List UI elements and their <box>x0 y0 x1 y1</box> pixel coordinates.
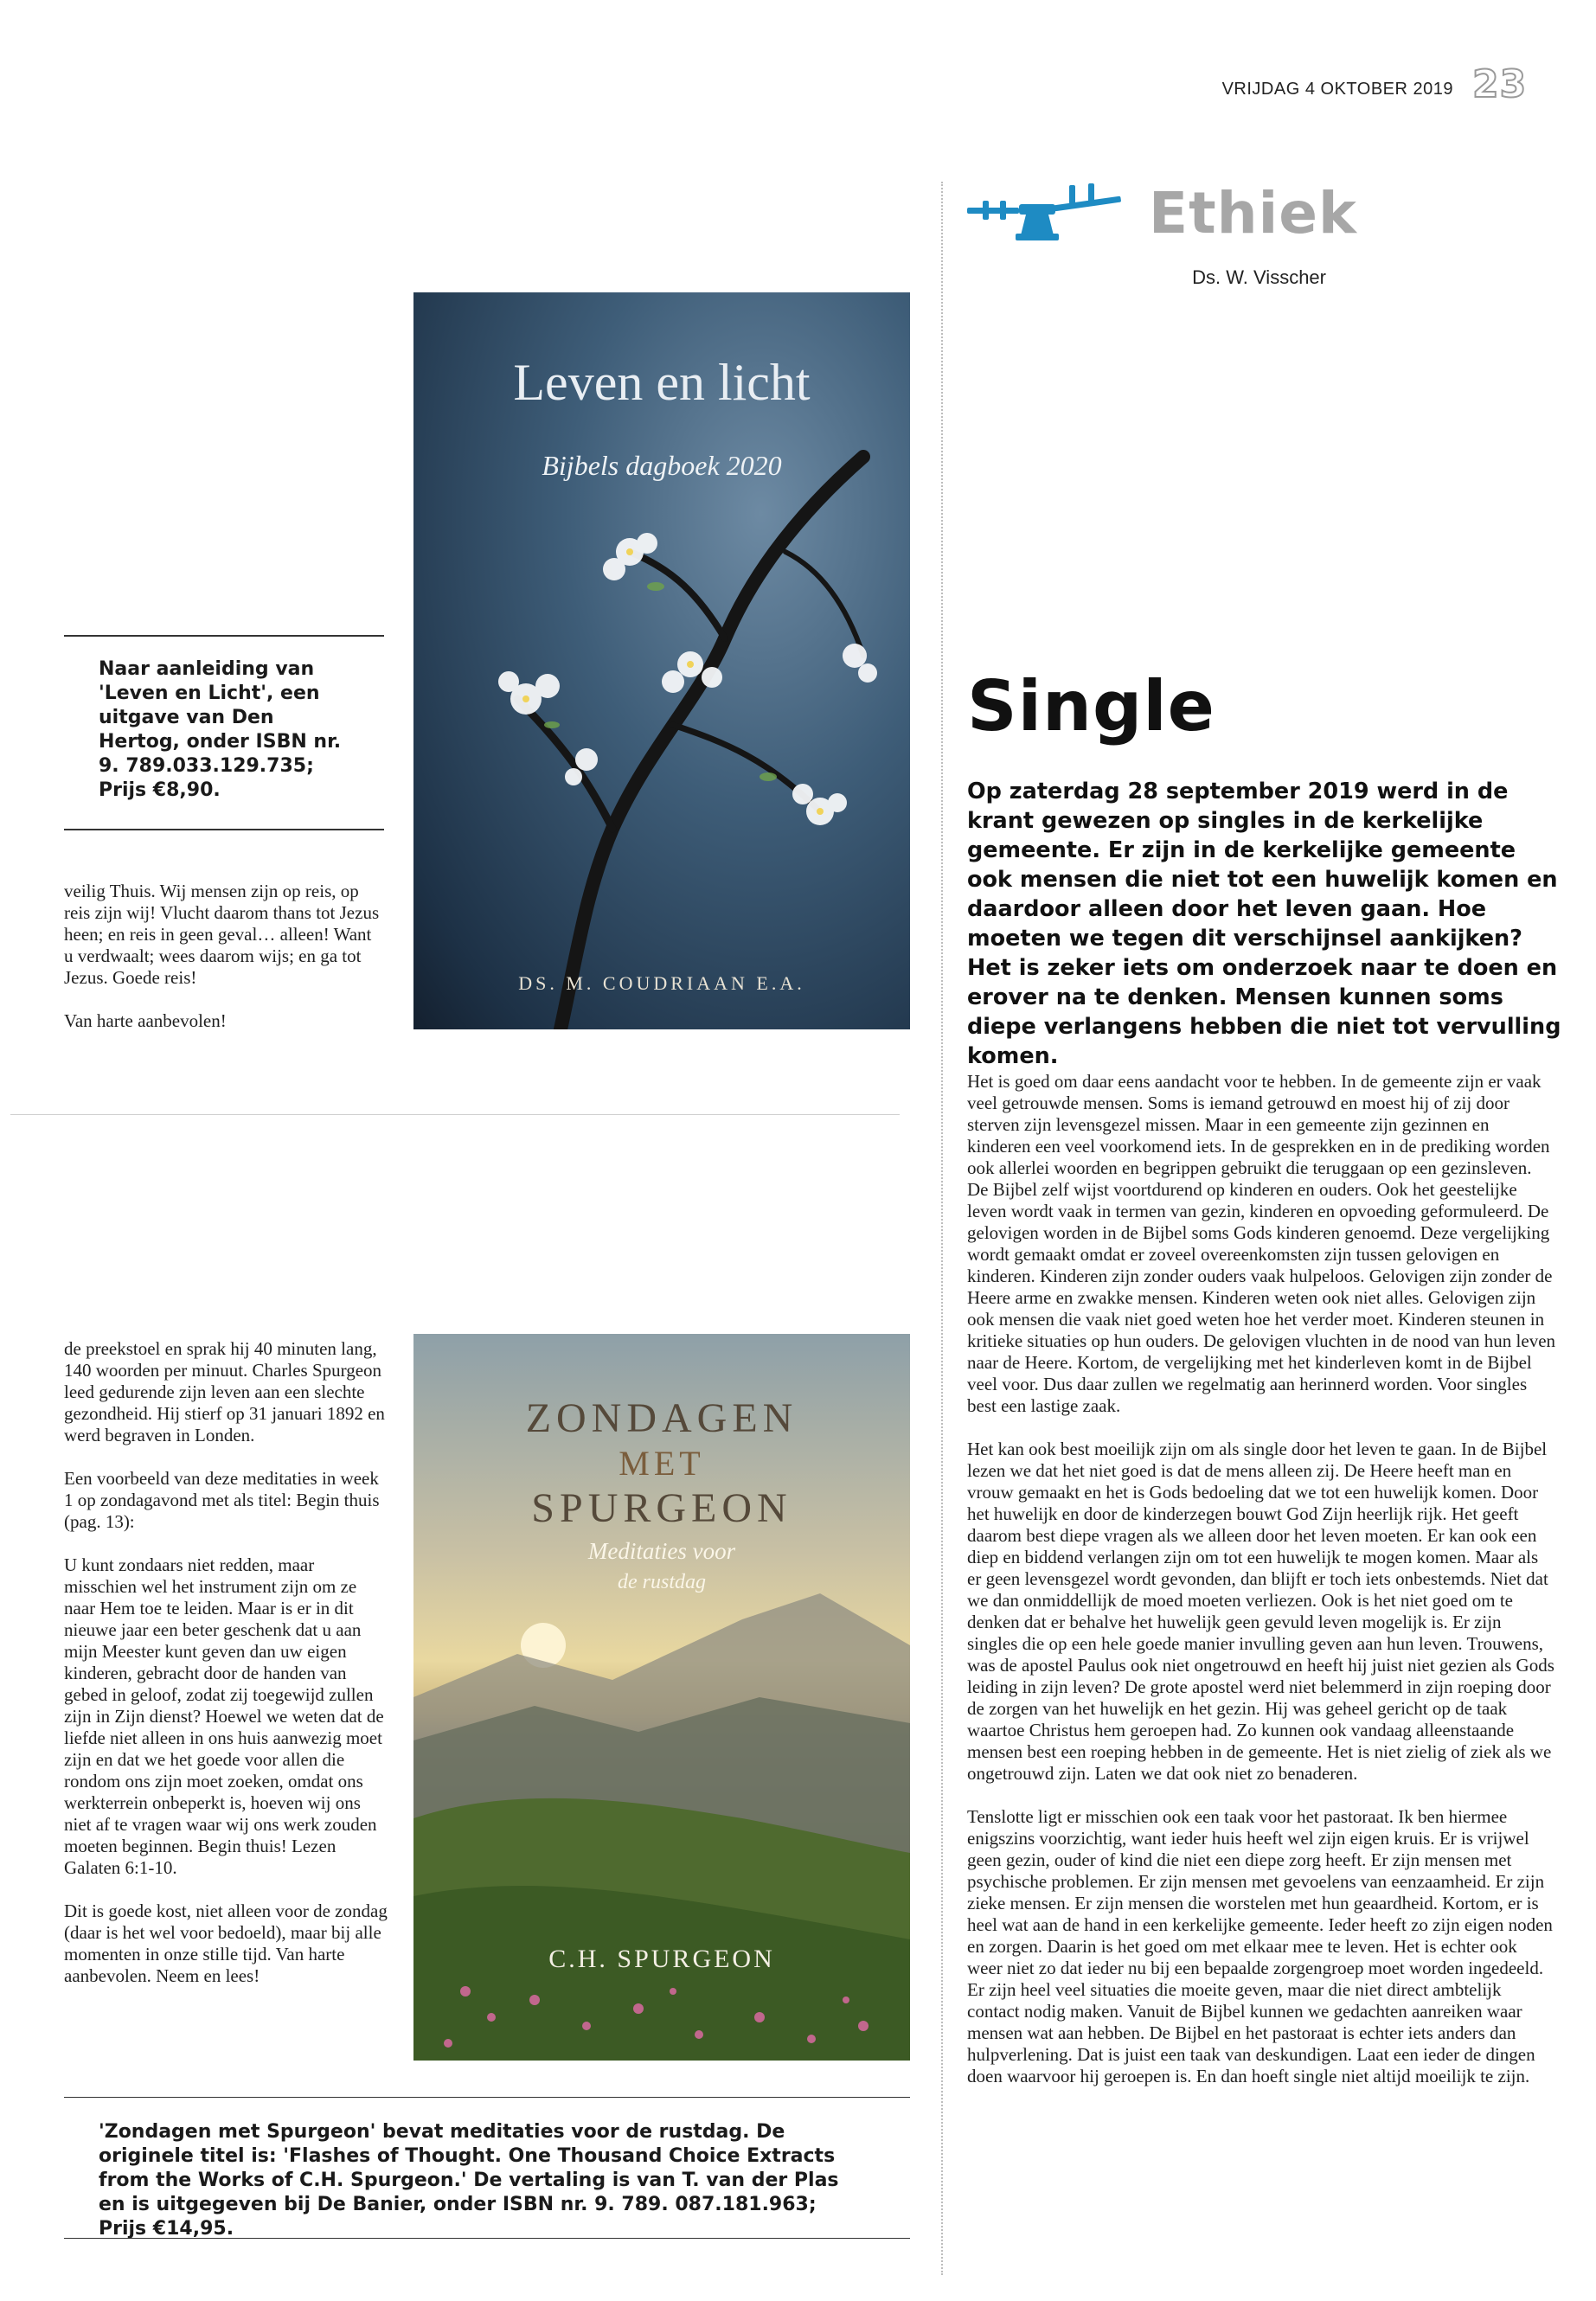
cover-title-line-2: MET <box>619 1444 705 1483</box>
column-divider <box>941 182 943 2275</box>
paragraph: de preekstoel en sprak hij 40 minuten lang, 140 woorden per minuut. Charles Spurgeon leed gedurende zijn leven aan een slechte gezondheid. Hij stierf op 31 januari 1892 en werd begraven in Londen. <box>64 1338 385 1445</box>
paragraph: U kunt zondaars niet redden, maar misschien wel het instrument zijn om ze naar Hem toe te leiden. Maar is er in dit nieuwe jaar een beter geschenk dat u aan mijn Meester kunt geven dan uw eigen kinderen, gebracht door de handen van gebed in geloof, zodat zij toegewijd zullen zijn in Zijn dienst? Hoewel we weten dat de liefde niet alleen in ons huis aanwezig moet zijn en dat we het goede voor allen die rondom ons zijn moet zoeken, omdat ons werkterrein onbeperkt is, hoeven wij ons niet af te vragen waar wij ons werk zouden moeten beginnen. Begin thuis! Lezen Galaten 6:1-10. <box>64 1554 384 1878</box>
paragraph: veilig Thuis. Wij mensen zijn op reis, op reis zijn wij! Vlucht daarom thans tot Jezus heen; en reis in geen geval… alleen! Want u verdwaalt; wees daarom wijs; en ga tot Jezus. Goede reis! <box>64 881 380 988</box>
balance-scale-icon <box>967 182 1131 260</box>
cover-author: DS. M. COUDRIAAN E.A. <box>518 972 805 994</box>
cover-subtitle-line-1: Meditaties voor <box>587 1538 736 1564</box>
issue-date: VRIJDAG 4 OKTOBER 2019 <box>1221 80 1453 99</box>
cover-author: C.H. SPURGEON <box>548 1945 775 1973</box>
paragraph: Dit is goede kost, niet alleen voor de zondag (daar is het wel voor bedoeld), maar bij alle momenten in onze stille tijd. Van harte aanbevolen. Neem en lees! <box>64 1900 388 1986</box>
paragraph: Van harte aanbevolen! <box>64 1010 227 1031</box>
section-title: Ethiek <box>1149 180 1357 247</box>
paragraph: Het is goed om daar eens aandacht voor te hebben. In de gemeente zijn er vaak veel getrouwde mensen. Soms is iemand getrouwd en moest hij of zij door sterven zijn levensgezel missen. Maar in een gemeente zijn gezinnen en kinderen een veel voorkomend iets. In de gesprekken en in de prediking worden ook allerlei woorden en begrippen gebruikt die teruggaan op een gezinsleven. De Bijbel zelf wijst voortdurend op kinderen en ouders. Ook het geestelijke leven wordt vaak in termen van gezin, kinderen en opvoeding geformuleerd. De gelovigen worden in de Bijbel soms Gods kinderen genoemd. Deze vergelijking wordt gemaakt omdat er zoveel overeenkomsten zijn tussen gelovigen en kinderen. Kinderen zijn zonder ouders vaak hulpeloos. Gelovigen zijn zonder de Heere arme en zwakke mensen. Kinderen weten ook niet alles. Gelovigen zijn ook mensen die vaak niet goed weten hoe het verder moet. Kinderen steunen in kritieke situaties op hun ouders. De gelovigen vluchten in de nood van hun leven naar de Heere. Kortom, de vergelijking met het kinderleven komt in de Bijbel veel voor. Dus daar zullen we regelmatig aan herinnerd worden. Voor singles best een lastige zaak. <box>967 1071 1556 1416</box>
book-cover-zondagen-met-spurgeon <box>413 1334 910 2061</box>
article-title: Single <box>967 666 1215 747</box>
horizontal-divider <box>10 1114 900 1115</box>
caption-text: 'Zondagen met Spurgeon' bevat meditaties voor de rustdag. De originele titel is: 'Flashes of Thought. One Thousand Choice Extracts from the Works of C.H. Spurgeon.' De vertaling is van T. van der Plas en is uitgegeven bij De Banier, onder ISBN nr. 9. 789. 087.181.963; Prijs €14,95. <box>99 2121 839 2240</box>
caption-box-bottom <box>64 2097 910 2239</box>
paragraph: Tenslotte ligt er misschien ook een taak voor het pastoraat. Ik ben hiermee enigszins voorzichtig, want ieder huis heeft wel zijn eigen kruis. Er is vrijwel geen gezin, ouder of kind die niet een diepe zorg heeft. Er zijn mensen met psychische problemen. Er zijn mensen met gevoelens van eenzaamheid. Er zijn zieke mensen. Er zijn mensen die worstelen met hun geaardheid. Kortom, er is heel wat aan de hand in een kerkelijke gemeente. Ieder heeft zo zijn eigen noden en zorgen. Daarin is het goed om met elkaar mee te leven. Het is echter ook weer niet zo dat ieder nu bij een bepaalde zorgengroep moet worden ingedeeld. Er zijn heel veel situaties die moeite geven, maar die niet direct ambtelijk contact nodig maken. Vanuit de Bijbel kunnen we gedachten aanreiken waar mensen wat aan hebben. De Bijbel en het pastoraat is echter iets anders dan hulpverlening. Dat is juist een taak van deskundigen. Laat een ieder de dingen doen waarvoor hij geroepen is. En dan hoeft single niet altijd moeilijk te zijn. <box>967 1806 1553 2086</box>
book-cover-leven-en-licht <box>413 292 910 1029</box>
caption-box-top <box>64 635 384 830</box>
caption-text: Naar aanleiding van 'Leven en Licht', een uitgave van Den Hertog, onder ISBN nr. 9. 789.033.129.735; Prijs €8,90. <box>99 658 342 801</box>
cover-title-line-1: ZONDAGEN <box>525 1395 798 1441</box>
left-text-bottom <box>64 1338 389 2009</box>
paragraph: Het kan ook best moeilijk zijn om als single door het leven te gaan. In de Bijbel lezen we dat het niet goed is dat de mens alleen zij. De Heere heeft man en vrouw gemaakt en het is Gods bedoeling dat we tot een huwelijk komen. Door het huwelijk en door de kinderzegen bouwt God Zijn heerlijk rijk. Het geeft daarom best diepe vragen als we alleen door het leven moeten. Er kan ook een diep en biddend verlangen zijn om tot een huwelijk te mogen komen. Maar als er geen levensgezel wordt gevonden, dan blijft er toch iets onbestemds. Niet dat we dan onmiddellijk de moed moeten verliezen. Ook is het niet goed om te denken dat er behalve het huwelijk geen gevuld leven mogelijk is. Er zijn singles die op een hele goede manier invulling geven aan hun leven. Trouwens, was de apostel Paulus ook niet ongetrouwd en heeft hij juist niet gezien als Gods leiding in zijn leven? De grote apostel werd niet belemmerd in zijn roeping door de zorgen van het huwelijk en het gezin. Hij was geheel gericht op de taak waartoe Christus hem geroepen had. Zo kunnen ook vandaag alleenstaande mensen best een roeping hebben in de gemeente. Het is niet zielig of ziek als we ongetrouwd zijn. Laten we dat ook niet zo benaderen. <box>967 1439 1554 1784</box>
cover-subtitle-line-2: de rustdag <box>618 1571 706 1593</box>
cover-title: Leven en licht <box>513 354 811 411</box>
article-intro: Op zaterdag 28 september 2019 werd in de krant gewezen op singles in de kerkelijke gemeente. Er zijn in de kerkelijke gemeente ook mensen die niet tot een huwelijk komen en daardoor alleen door het leven gaan. Hoe moeten we tegen dit verschijnsel aankijken? Het is zeker iets om onderzoek naar te doen en erover na te denken. Mensen kunnen soms diepe verlangens hebben die niet tot vervulling komen. <box>967 779 1561 1069</box>
cover-subtitle: Bijbels dagboek 2020 <box>542 450 782 481</box>
page-number: 23 <box>1472 62 1528 106</box>
paragraph: Een voorbeeld van deze meditaties in week 1 op zondagavond met als titel: Begin thuis (pag. 13): <box>64 1468 380 1532</box>
author-name: Ds. W. Visscher <box>1192 266 1326 288</box>
left-text-top <box>64 881 384 1054</box>
cover-title-line-3: SPURGEON <box>531 1485 792 1531</box>
article-body <box>967 1071 1555 2109</box>
